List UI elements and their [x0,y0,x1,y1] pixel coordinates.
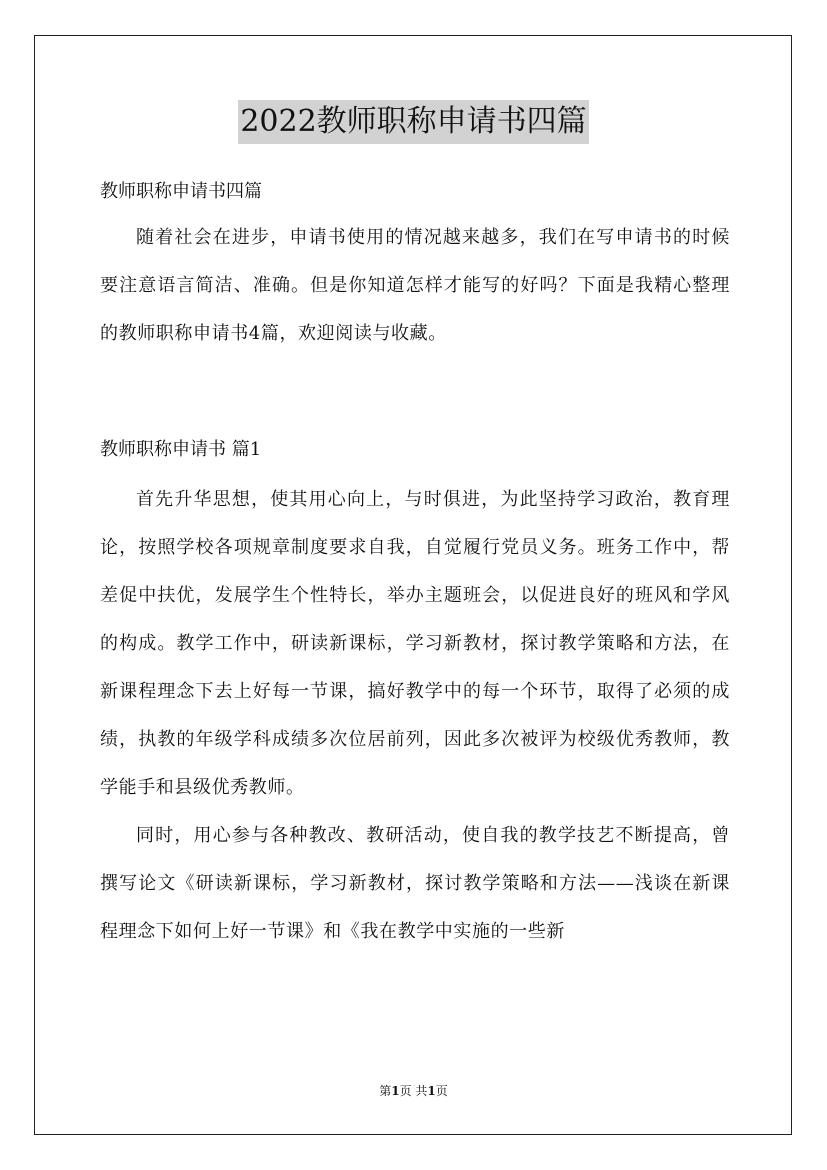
page-current: 1 [391,1084,400,1098]
intro-paragraph: 随着社会在进步，申请书使用的情况越来越多，我们在写申请书的时候要注意语言简洁、准确。但是你知道怎样才能写的好吗？下面是我精心整理的教师职称申请书4篇，欢迎阅读与收藏。 [100,227,730,344]
body-paragraph: 首先升华思想，使其用心向上，与时俱进，为此坚持学习政治，教育理论，按照学校各项规章制度要求自我，自觉履行党员义务。班务工作中，帮差促中扶优，发展学生个性特长，举办主题班会，以促进良好的班风和学风的构成。教学工作中，研读新课标，学习新教材，探讨教学策略和方法，在新课程理念下去上好每一节课，搞好教学中的每一个环节，取得了必须的成绩，执教的年级学科成绩多次位居前列，因此多次被评为校级优秀教师，教学能手和县级优秀教师。 [100,489,730,798]
title-container [0,100,827,144]
body-paragraph: 同时，用心参与各种教改、教研活动，使自我的教学技艺不断提高，曾撰写论文《研读新课标，学习新教材，探讨教学策略和方法——浅谈在新课程理念下如何上好一节课》和《我在教学中实施的一些新 [100,825,730,942]
page-footer [0,1083,827,1099]
page-prefix: 第 [379,1084,392,1098]
page-suffix: 页 [435,1084,448,1098]
document-title: 2022教师职称申请书四篇 [238,100,588,144]
page-mid: 页 共 [399,1084,428,1098]
section-heading: 教师职称申请书 篇1 [100,439,262,460]
section-spacer [100,358,730,428]
document-body [100,170,730,956]
page-total: 1 [427,1084,436,1098]
intro-heading: 教师职称申请书四篇 [100,181,262,202]
